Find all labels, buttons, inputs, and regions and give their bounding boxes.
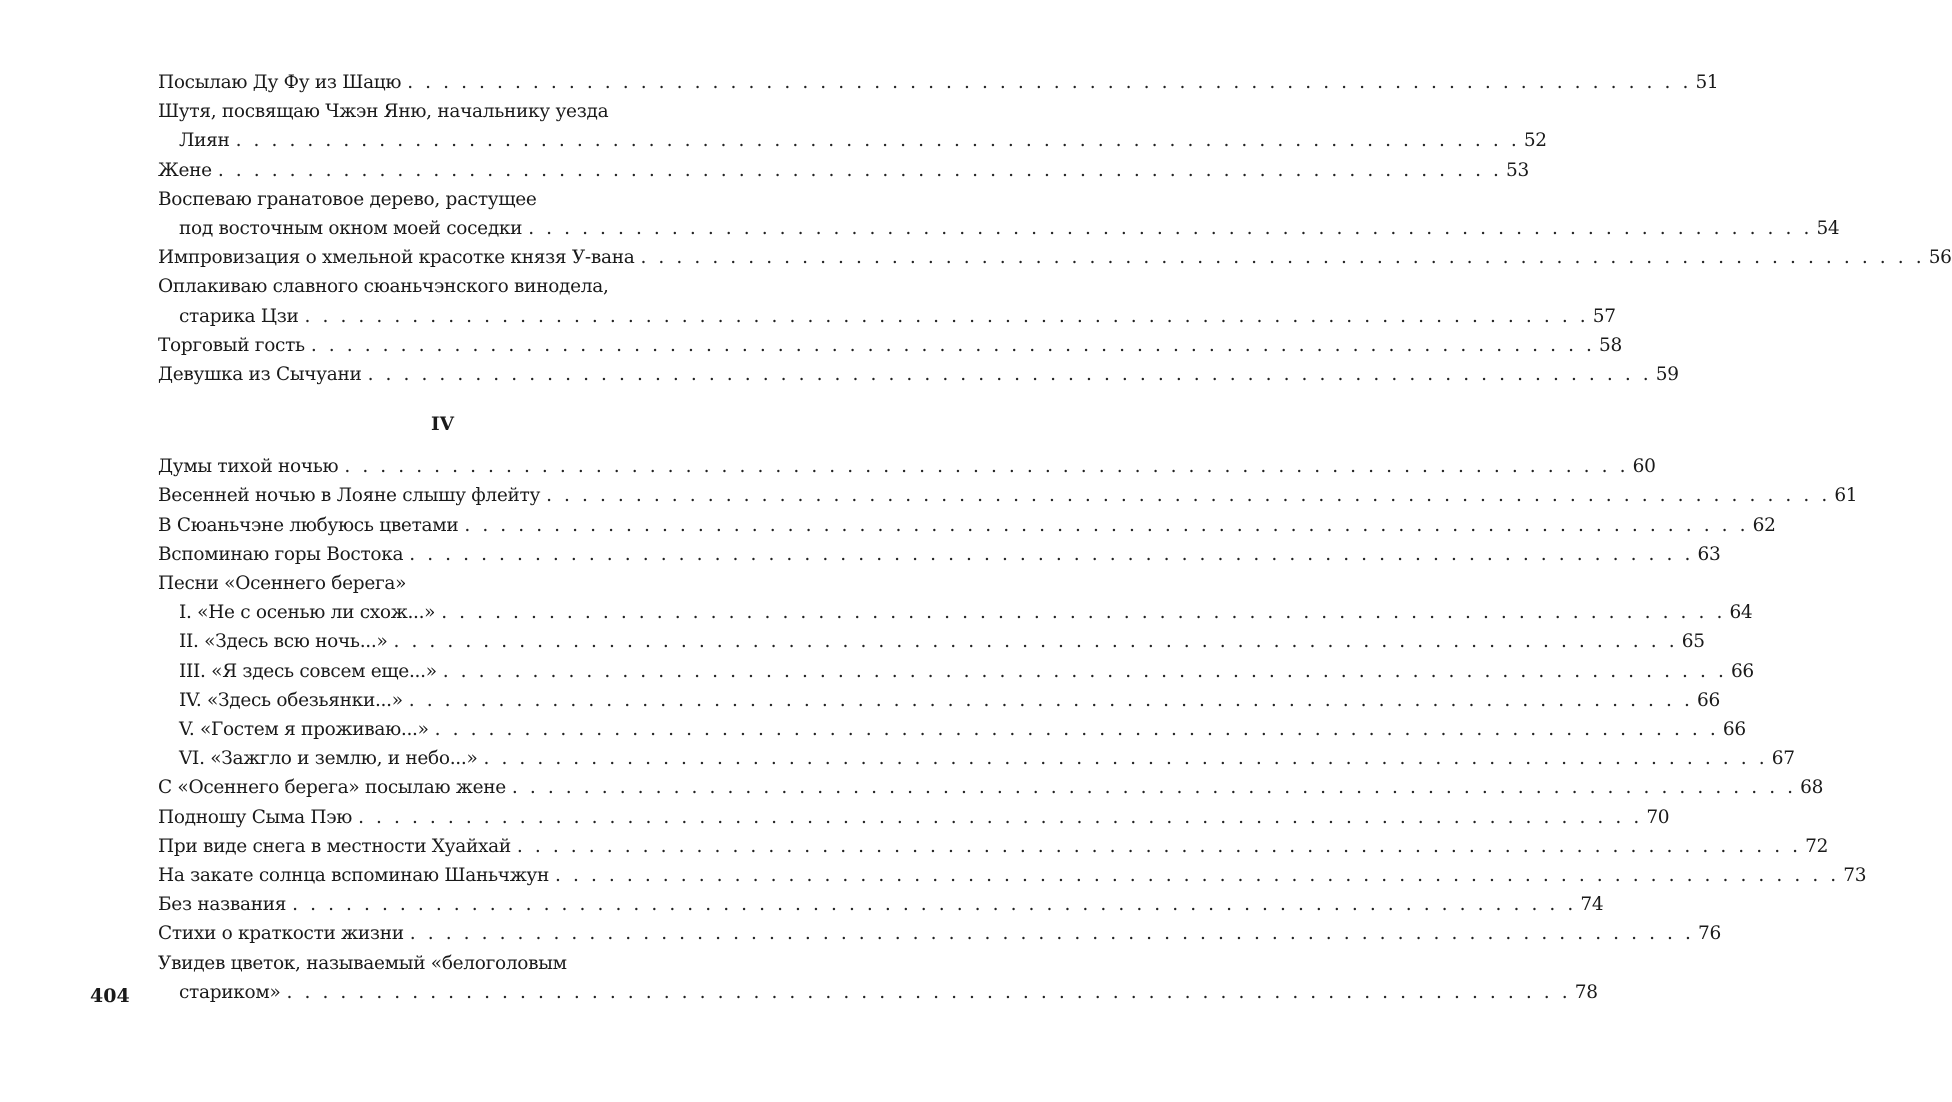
entry-row (158, 68, 1719, 97)
toc-entry[interactable] (158, 156, 1529, 185)
entry-title: стариком» (179, 981, 281, 1003)
dot-leader: . . . . . . . . . . . . . . . . . . . . . . . . . . . . . . . . . . . . . . . . . . . . . . . . . . . . . . . . . . . . . . . . . . . . . . . . (367, 364, 1652, 386)
entry-page-number: 59 (1655, 364, 1679, 386)
toc-entry[interactable] (158, 481, 1858, 510)
toc-entry[interactable] (158, 540, 1721, 569)
entry-page-number: 66 (1696, 689, 1720, 711)
entry-page-number: 53 (1506, 159, 1529, 181)
entry-page-number: 64 (1729, 602, 1753, 624)
entry-title: IV. «Здесь обезьянки...» (179, 689, 403, 711)
dot-leader: . . . . . . . . . . . . . . . . . . . . . . . . . . . . . . . . . . . . . . . . . . . . . . . . . . . . . . . . . . . . . . . . . . . . . . . . (358, 806, 1643, 828)
entry-title: Песни «Осеннего берега» (158, 573, 407, 595)
entry-title: Лиян (179, 130, 230, 152)
entry-row (179, 744, 1795, 773)
entry-page-number: 57 (1592, 305, 1616, 327)
entry-page-number: 78 (1574, 981, 1598, 1003)
toc-group-section-iv-cont (158, 773, 1867, 1007)
entry-page-number: 74 (1580, 894, 1604, 916)
entry-row (158, 214, 1840, 243)
entry-page-number: 72 (1805, 835, 1829, 857)
entry-title: На закате солнца вспоминаю Шаньчжун (158, 865, 550, 887)
dot-leader: . . . . . . . . . . . . . . . . . . . . . . . . . . . . . . . . . . . . . . . . . . . . . . . . . . . . . . . . . . . . . . . . . . . . . . . . (407, 72, 1692, 93)
entry-row (179, 686, 1720, 715)
toc-entry[interactable] (158, 68, 1719, 97)
entry-title-line: Увидев цветок, называемый «белоголовым (158, 952, 567, 974)
dot-leader: . . . . . . . . . . . . . . . . . . . . . . . . . . . . . . . . . . . . . . . . . . . . . . . . . . . . . . . . . . . . . . . . . . . . . . . . (441, 602, 1726, 624)
dot-leader: . . . . . . . . . . . . . . . . . . . . . . . . . . . . . . . . . . . . . . . . . . . . . . . . . . . . . . . . . . . . . . . . . . . . . . . . (344, 456, 1629, 478)
toc-group-section-iv (158, 452, 1858, 569)
entry-title: Весенней ночью в Лояне слышу флейту (158, 485, 541, 507)
dot-leader: . . . . . . . . . . . . . . . . . . . . . . . . . . . . . . . . . . . . . . . . . . . . . . . . . . . . . . . . . . . . . . . . . . . . . . . . (511, 777, 1797, 799)
toc-entry[interactable] (158, 919, 1721, 948)
entry-row (158, 126, 1547, 155)
entry-page-number: 58 (1599, 334, 1622, 356)
toc-entry[interactable] (158, 890, 1604, 919)
entry-title-line: Оплакиваю славного сюаньчэнского винодела, (158, 276, 609, 298)
entry-row (158, 773, 1824, 802)
entry-title: При виде снега в местности Хуайхай (158, 835, 511, 857)
entry-title: II. «Здесь всю ночь...» (179, 631, 388, 653)
toc-group-section-iii (158, 68, 1952, 389)
entry-page-number: 76 (1698, 923, 1721, 945)
entry-row (158, 890, 1604, 919)
entry-row (158, 481, 1858, 510)
dot-leader: . . . . . . . . . . . . . . . . . . . . . . . . . . . . . . . . . . . . . . . . . . . . . . . . . . . . . . . . . . . . . . . . . . . . . . . . (409, 923, 1694, 945)
toc-entry[interactable] (158, 511, 1776, 540)
entry-row (158, 832, 1829, 861)
entry-title: Жене (158, 159, 212, 181)
dot-leader: . . . . . . . . . . . . . . . . . . . . . . . . . . . . . . . . . . . . . . . . . . . . . . . . . . . . . . . . . . . . . . . . . . . . . . . . (442, 660, 1727, 682)
entry-title: Вспоминаю горы Востока (158, 543, 404, 565)
entry-row (158, 302, 1616, 331)
entry-title: VI. «Зажгло и землю, и небо...» (179, 748, 478, 770)
toc-entry[interactable] (179, 744, 1795, 773)
entry-page-number: 52 (1523, 130, 1547, 152)
entry-title-line: Шутя, посвящаю Чжэн Яню, начальнику уезда (158, 101, 609, 123)
entry-title: V. «Гостем я проживаю...» (179, 719, 429, 741)
entry-title: Торговый гость (158, 334, 305, 356)
dot-leader: . . . . . . . . . . . . . . . . . . . . . . . . . . . . . . . . . . . . . . . . . . . . . . . . . . . . . . . . . . . . . . . . . . . . . . . . (434, 719, 1719, 741)
entry-row (179, 598, 1753, 627)
entry-page-number: 66 (1730, 660, 1754, 682)
entry-title-line: Воспеваю гранатовое дерево, растущее (158, 188, 537, 210)
dot-leader: . . . . . . . . . . . . . . . . . . . . . . . . . . . . . . . . . . . . . . . . . . . . . . . . . . . . . . . . . . . . . . . . . . . . . . . . (304, 305, 1589, 327)
toc-entry[interactable] (158, 861, 1867, 890)
dot-leader: . . . . . . . . . . . . . . . . . . . . . . . . . . . . . . . . . . . . . . . . . . . . . . . . . . . . . . . . . . . . . . . . . . . . . . . . (528, 218, 1813, 240)
entry-title: В Сюаньчэне любуюсь цветами (158, 514, 459, 536)
entry-page-number: 66 (1722, 719, 1746, 741)
entry-page-number: 63 (1697, 543, 1721, 565)
entry-title: Стихи о краткости жизни (158, 923, 404, 945)
toc-entry[interactable] (158, 360, 1679, 389)
toc-cycle-items (158, 598, 1795, 773)
dot-leader: . . . . . . . . . . . . . . . . . . . . . . . . . . . . . . . . . . . . . . . . . . . . . . . . . . . . . . . . . . . . . . . . . . . . . . . . (483, 748, 1768, 770)
dot-leader: . . . . . . . . . . . . . . . . . . . . . . . . . . . . . . . . . . . . . . . . . . . . . . . . . . . . . . . . . . . . . . . . . . . . . . . . (393, 631, 1678, 653)
entry-page-number: 68 (1800, 777, 1824, 799)
entry-title: Думы тихой ночью (158, 456, 339, 478)
dot-leader: . . . . . . . . . . . . . . . . . . . . . . . . . . . . . . . . . . . . . . . . . . . . . . . . . . . . . . . . . . . . . . . . . . . . . . . . (555, 865, 1840, 887)
dot-leader: . . . . . . . . . . . . . . . . . . . . . . . . . . . . . . . . . . . . . . . . . . . . . . . . . . . . . . . . . . . . . . . . . . . . . . . . (640, 247, 1925, 269)
entry-row (158, 243, 1952, 272)
entry-title: Посылаю Ду Фу из Шацю (158, 72, 402, 93)
toc-entry[interactable] (179, 715, 1746, 744)
dot-leader: . . . . . . . . . . . . . . . . . . . . . . . . . . . . . . . . . . . . . . . . . . . . . . . . . . . . . . . . . . . . . . . . . . . . . . . . (409, 543, 1694, 565)
dot-leader: . . . . . . . . . . . . . . . . . . . . . . . . . . . . . . . . . . . . . . . . . . . . . . . . . . . . . . . . . . . . . . . . . . . . . . . . (464, 514, 1749, 536)
entry-row (158, 861, 1867, 890)
entry-row (179, 627, 1705, 656)
entry-title: старика Цзи (179, 305, 299, 327)
entry-title: С «Осеннего берега» посылаю жене (158, 777, 506, 799)
entry-row (179, 715, 1746, 744)
dot-leader: . . . . . . . . . . . . . . . . . . . . . . . . . . . . . . . . . . . . . . . . . . . . . . . . . . . . . . . . . . . . . . . . . . . . . . . . (408, 689, 1693, 711)
entry-title: III. «Я здесь совсем еще...» (179, 660, 437, 682)
dot-leader: . . . . . . . . . . . . . . . . . . . . . . . . . . . . . . . . . . . . . . . . . . . . . . . . . . . . . . . . . . . . . . . . . . . . . . . . (516, 835, 1802, 857)
dot-leader: . . . . . . . . . . . . . . . . . . . . . . . . . . . . . . . . . . . . . . . . . . . . . . . . . . . . . . . . . . . . . . . . . . . . . . . . (235, 130, 1520, 152)
toc-entry[interactable] (158, 97, 1547, 155)
entry-row (158, 331, 1622, 360)
toc-entry[interactable] (158, 185, 1840, 243)
toc-entry[interactable] (158, 452, 1656, 481)
dot-leader: . . . . . . . . . . . . . . . . . . . . . . . . . . . . . . . . . . . . . . . . . . . . . . . . . . . . . . . . . . . . . . . . . . . . . . . . (217, 159, 1503, 181)
entry-title: Девушка из Сычуани (158, 364, 362, 386)
entry-title: под восточным окном моей соседки (179, 218, 523, 240)
entry-row (158, 978, 1598, 1007)
entry-page-number: 65 (1681, 631, 1705, 653)
entry-row (158, 511, 1776, 540)
entry-page-number: 70 (1646, 806, 1670, 828)
entry-row (158, 156, 1529, 185)
toc-entry[interactable] (158, 331, 1622, 360)
toc-entry[interactable] (158, 949, 1598, 1007)
entry-title: Подношу Сыма Пэю (158, 806, 353, 828)
entry-row (158, 452, 1656, 481)
entry-row (179, 657, 1754, 686)
dot-leader: . . . . . . . . . . . . . . . . . . . . . . . . . . . . . . . . . . . . . . . . . . . . . . . . . . . . . . . . . . . . . . . . . . . . . . . . (310, 334, 1596, 356)
toc-entry[interactable] (158, 773, 1824, 802)
toc-entry[interactable] (158, 803, 1670, 832)
entry-row (158, 540, 1721, 569)
dot-leader: . . . . . . . . . . . . . . . . . . . . . . . . . . . . . . . . . . . . . . . . . . . . . . . . . . . . . . . . . . . . . . . . . . . . . . . . (546, 485, 1831, 507)
toc-entry[interactable] (179, 686, 1720, 715)
section-heading: IV (430, 414, 454, 436)
entry-page-number: 60 (1632, 456, 1656, 478)
entry-page-number: 73 (1843, 865, 1867, 887)
entry-row (158, 360, 1679, 389)
toc-entry[interactable] (158, 272, 1616, 330)
entry-row (158, 803, 1670, 832)
entry-page-number: 51 (1695, 72, 1719, 93)
entry-page-number: 61 (1834, 485, 1858, 507)
entry-page-number: 54 (1816, 218, 1840, 240)
entry-title: Без названия (158, 894, 287, 916)
dot-leader: . . . . . . . . . . . . . . . . . . . . . . . . . . . . . . . . . . . . . . . . . . . . . . . . . . . . . . . . . . . . . . . . . . . . . . . . (286, 981, 1571, 1003)
entry-row (158, 919, 1721, 948)
toc-entry[interactable] (179, 627, 1705, 656)
toc-cycle-title[interactable] (158, 569, 727, 598)
toc-entry[interactable] (158, 243, 1952, 272)
entry-title: I. «Не с осенью ли схож...» (179, 602, 436, 624)
table-of-contents (158, 68, 1952, 1007)
entry-title: Импровизация о хмельной красотке князя У-вана (158, 247, 635, 269)
page-number: 404 (90, 985, 130, 1007)
entry-page-number: 62 (1752, 514, 1776, 536)
entry-page-number: 67 (1771, 748, 1795, 770)
entry-page-number: 56 (1928, 247, 1952, 269)
toc-entry[interactable] (179, 657, 1754, 686)
toc-entry[interactable] (158, 832, 1829, 861)
toc-entry[interactable] (179, 598, 1753, 627)
dot-leader: . . . . . . . . . . . . . . . . . . . . . . . . . . . . . . . . . . . . . . . . . . . . . . . . . . . . . . . . . . . . . . . . . . . . . . . . (292, 894, 1577, 916)
